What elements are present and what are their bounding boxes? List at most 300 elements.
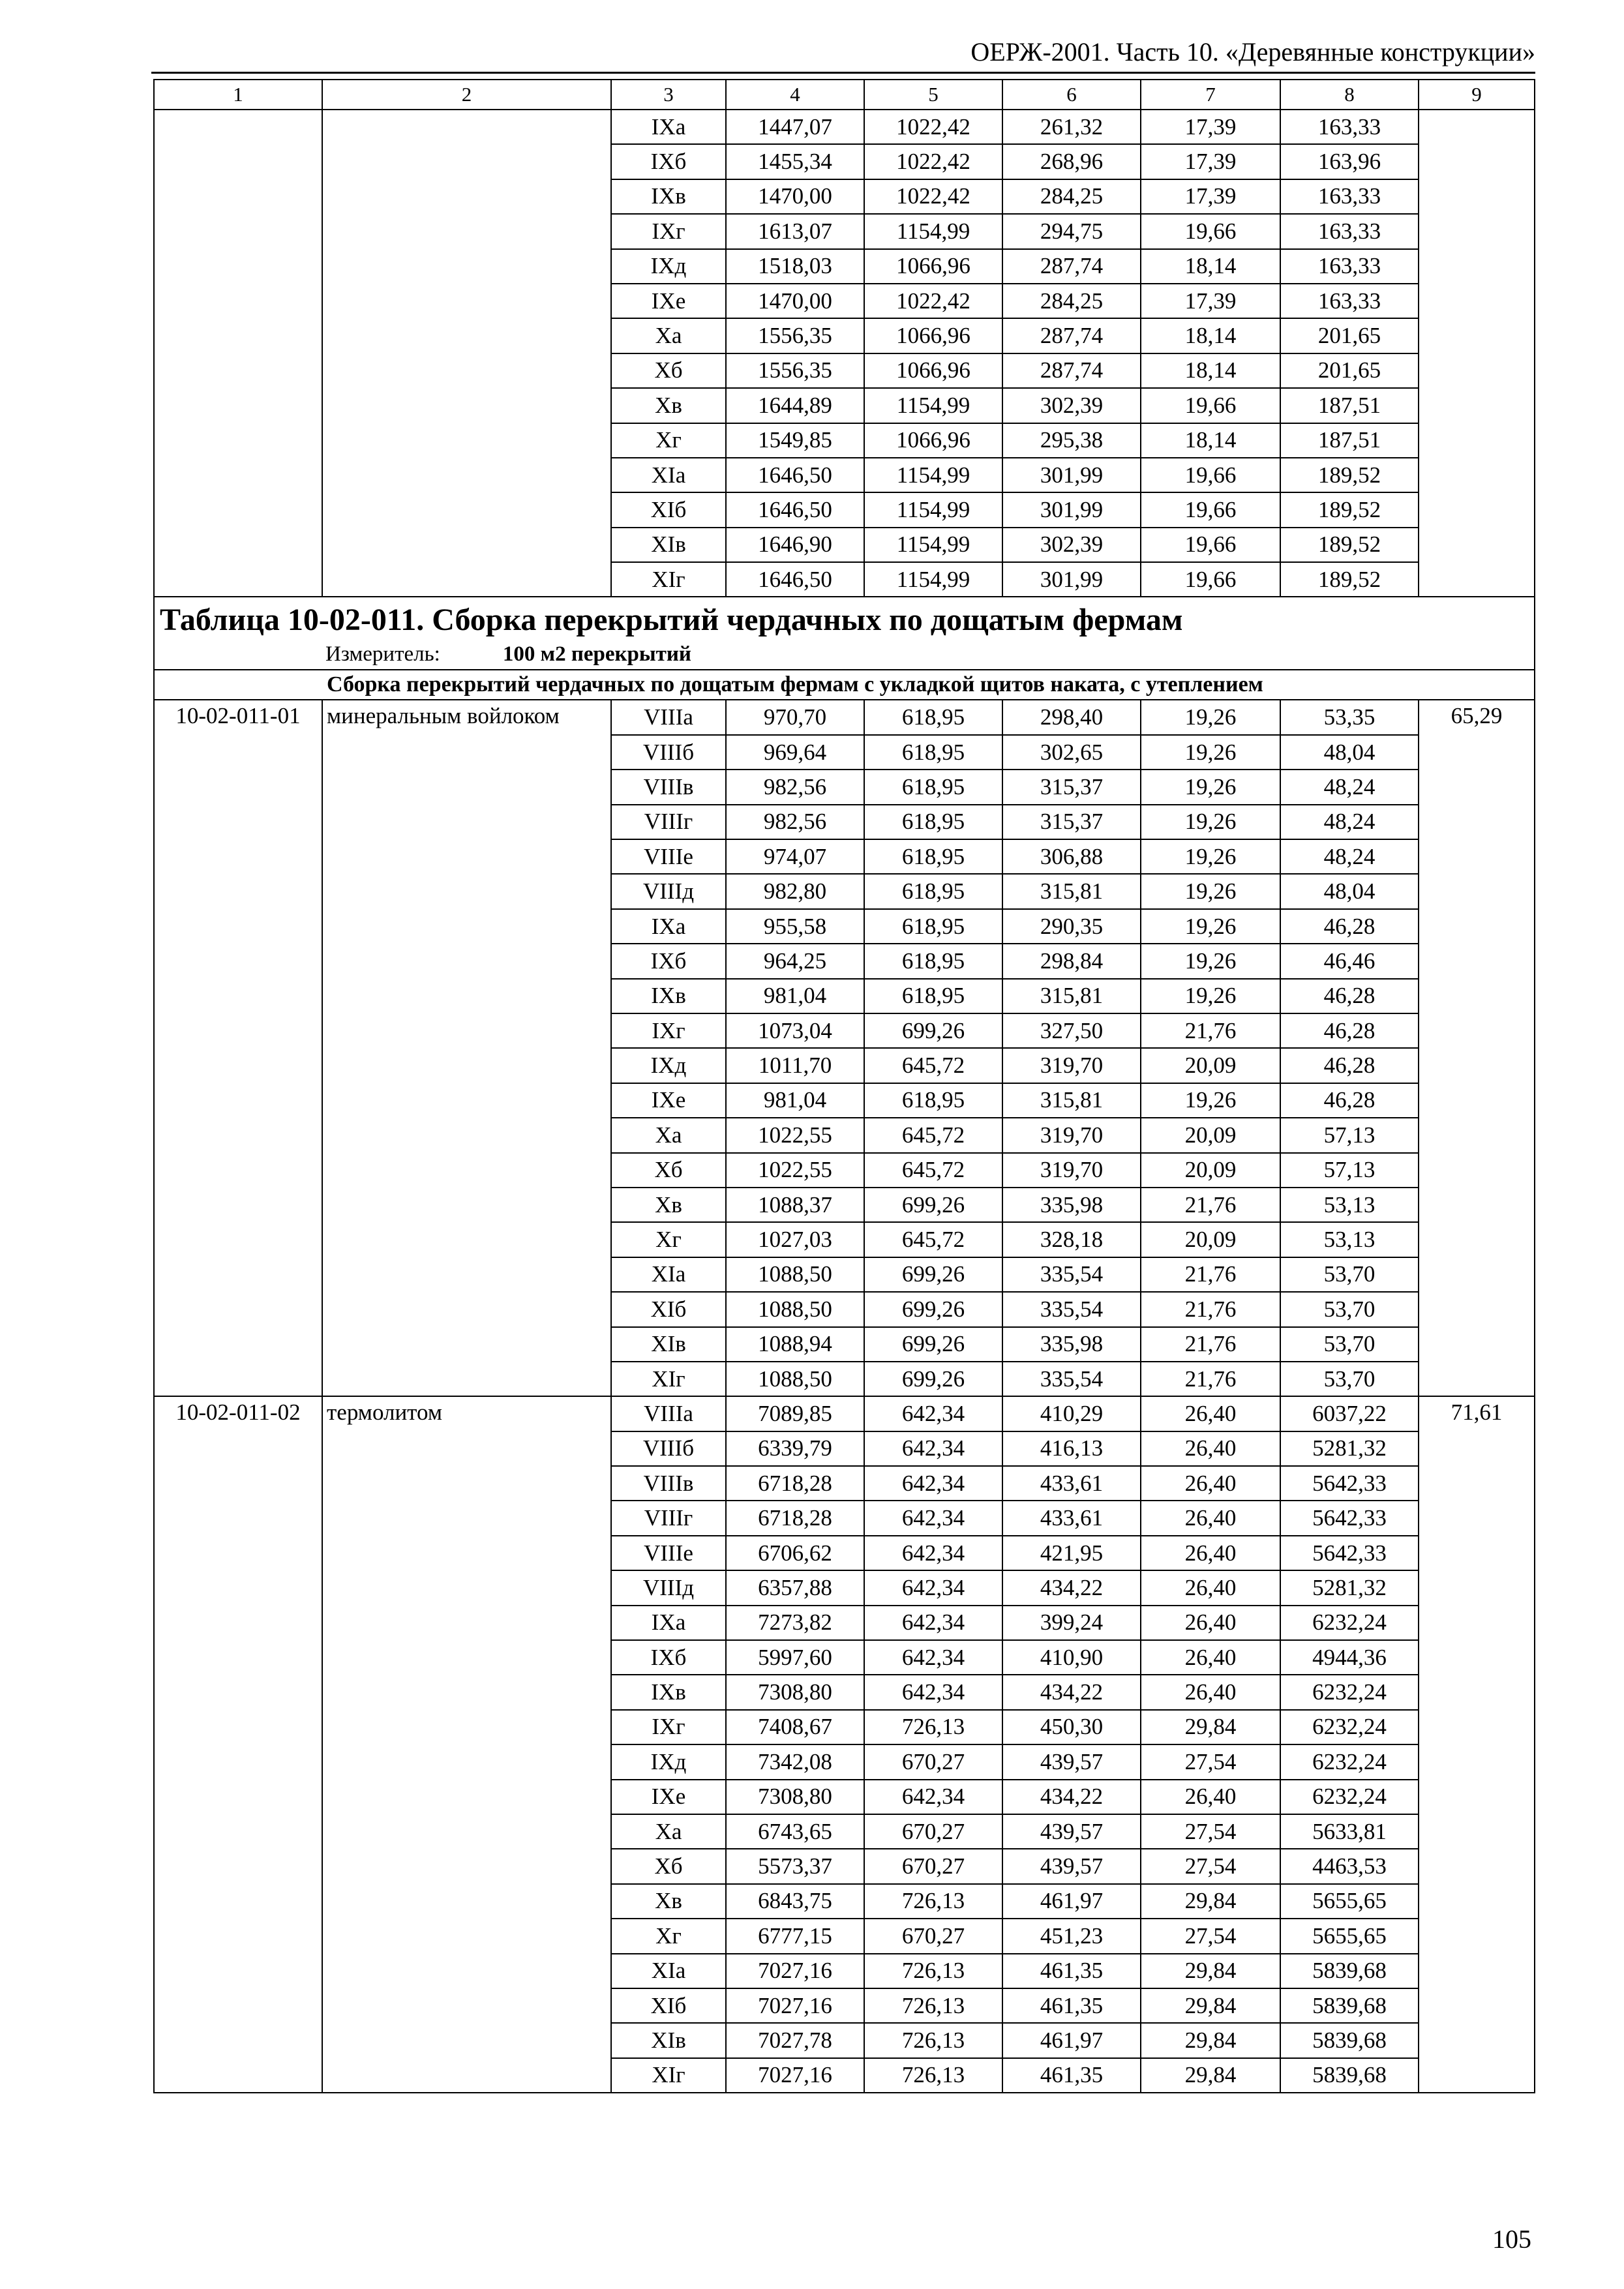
code-cell: 10-02-011-01 [154, 700, 322, 1396]
value-cell: 29,84 [1141, 1710, 1280, 1744]
value-cell: 6232,24 [1280, 1780, 1419, 1814]
value-cell: 6232,24 [1280, 1606, 1419, 1640]
value-cell: 19,26 [1141, 770, 1280, 804]
value-cell: 46,46 [1280, 944, 1419, 978]
value-cell: 461,35 [1002, 1954, 1141, 1988]
value-cell: 26,40 [1141, 1675, 1280, 1709]
type-cell: XIб [611, 492, 726, 527]
value-cell: 4944,36 [1280, 1640, 1419, 1675]
value-cell: 19,26 [1141, 700, 1280, 734]
value-cell: 618,95 [864, 700, 1002, 734]
value-cell: 57,13 [1280, 1118, 1419, 1152]
value-cell: 5281,32 [1280, 1570, 1419, 1605]
value-cell: 19,26 [1141, 944, 1280, 978]
column-number: 2 [322, 80, 611, 110]
value-cell: 48,24 [1280, 805, 1419, 839]
value-cell: 6777,15 [726, 1919, 864, 1953]
value-cell: 19,26 [1141, 735, 1280, 770]
value-cell: 189,52 [1280, 528, 1419, 562]
measure-line [160, 640, 1529, 669]
table-title-row [154, 597, 1535, 670]
value-cell: 1455,34 [726, 144, 864, 179]
column-number: 6 [1002, 80, 1141, 110]
value-cell: 163,33 [1280, 110, 1419, 144]
value-cell: 699,26 [864, 1188, 1002, 1222]
value-cell: 53,70 [1280, 1362, 1419, 1396]
value-cell: 6232,24 [1280, 1710, 1419, 1744]
value-cell: 315,37 [1002, 805, 1141, 839]
value-cell: 189,52 [1280, 458, 1419, 492]
value-cell: 27,54 [1141, 1849, 1280, 1883]
value-cell: 17,39 [1141, 144, 1280, 179]
value-cell: 645,72 [864, 1118, 1002, 1152]
value-cell: 17,39 [1141, 110, 1280, 144]
measure-label: Измеритель: [325, 642, 440, 666]
type-cell: XIг [611, 2058, 726, 2093]
value-cell: 434,22 [1002, 1780, 1141, 1814]
value-cell: 6232,24 [1280, 1744, 1419, 1779]
value-cell: 1154,99 [864, 528, 1002, 562]
type-cell: Xб [611, 1849, 726, 1883]
column-number-row [154, 80, 1535, 110]
col9-cell [1419, 110, 1535, 597]
type-cell: IXа [611, 1606, 726, 1640]
value-cell: 642,34 [864, 1536, 1002, 1570]
value-cell: 163,33 [1280, 179, 1419, 214]
value-cell: 19,66 [1141, 388, 1280, 423]
type-cell: VIIIе [611, 839, 726, 874]
value-cell: 7408,67 [726, 1710, 864, 1744]
value-cell: 48,24 [1280, 770, 1419, 804]
value-cell: 26,40 [1141, 1431, 1280, 1466]
value-cell: 1027,03 [726, 1222, 864, 1257]
value-cell: 48,04 [1280, 874, 1419, 908]
value-cell: 439,57 [1002, 1744, 1141, 1779]
value-cell: 461,35 [1002, 2058, 1141, 2093]
value-cell: 21,76 [1141, 1292, 1280, 1326]
value-cell: 1088,50 [726, 1292, 864, 1326]
value-cell: 315,37 [1002, 770, 1141, 804]
value-cell: 421,95 [1002, 1536, 1141, 1570]
value-cell: 642,34 [864, 1396, 1002, 1431]
value-cell: 974,07 [726, 839, 864, 874]
value-cell: 335,54 [1002, 1257, 1141, 1292]
value-cell: 19,66 [1141, 562, 1280, 597]
value-cell: 327,50 [1002, 1013, 1141, 1048]
value-cell: 1549,85 [726, 423, 864, 458]
value-cell: 21,76 [1141, 1327, 1280, 1362]
value-cell: 319,70 [1002, 1118, 1141, 1152]
value-cell: 1447,07 [726, 110, 864, 144]
value-cell: 970,70 [726, 700, 864, 734]
table-row [154, 1396, 1535, 1431]
column-number: 3 [611, 80, 726, 110]
value-cell: 298,84 [1002, 944, 1141, 978]
type-cell: Xв [611, 1884, 726, 1919]
value-cell: 21,76 [1141, 1013, 1280, 1048]
value-cell: 699,26 [864, 1013, 1002, 1048]
type-cell: Xб [611, 1153, 726, 1188]
value-cell: 301,99 [1002, 562, 1141, 597]
type-cell: IXе [611, 1083, 726, 1118]
type-cell: Xа [611, 1814, 726, 1849]
value-cell: 5633,81 [1280, 1814, 1419, 1849]
value-cell: 163,33 [1280, 249, 1419, 284]
value-cell: 699,26 [864, 1292, 1002, 1326]
value-cell: 284,25 [1002, 284, 1141, 318]
type-cell: Xб [611, 353, 726, 388]
value-cell: 19,66 [1141, 214, 1280, 248]
type-cell: Xг [611, 1919, 726, 1953]
value-cell: 399,24 [1002, 1606, 1141, 1640]
value-cell: 18,14 [1141, 318, 1280, 353]
header-rule [151, 72, 1535, 74]
value-cell: 201,65 [1280, 353, 1419, 388]
value-cell: 1066,96 [864, 318, 1002, 353]
type-cell: VIIIд [611, 1570, 726, 1605]
type-cell: IXб [611, 144, 726, 179]
value-cell: 187,51 [1280, 388, 1419, 423]
value-cell: 1518,03 [726, 249, 864, 284]
value-cell: 1088,50 [726, 1257, 864, 1292]
value-cell: 699,26 [864, 1257, 1002, 1292]
value-cell: 7308,80 [726, 1780, 864, 1814]
value-cell: 294,75 [1002, 214, 1141, 248]
value-cell: 439,57 [1002, 1849, 1141, 1883]
value-cell: 6232,24 [1280, 1675, 1419, 1709]
type-cell: XIг [611, 1362, 726, 1396]
value-cell: 298,40 [1002, 700, 1141, 734]
table-title: Таблица 10-02-011. Сборка перекрытий чердачных по дощатым фермам [160, 603, 1183, 638]
value-cell: 645,72 [864, 1153, 1002, 1188]
value-cell: 7273,82 [726, 1606, 864, 1640]
value-cell: 1066,96 [864, 249, 1002, 284]
value-cell: 433,61 [1002, 1466, 1141, 1501]
value-cell: 21,76 [1141, 1362, 1280, 1396]
value-cell: 261,32 [1002, 110, 1141, 144]
value-cell: 19,66 [1141, 458, 1280, 492]
value-cell: 29,84 [1141, 2058, 1280, 2093]
value-cell: 410,29 [1002, 1396, 1141, 1431]
value-cell: 163,33 [1280, 214, 1419, 248]
value-cell: 7308,80 [726, 1675, 864, 1709]
value-cell: 315,81 [1002, 1083, 1141, 1118]
value-cell: 410,90 [1002, 1640, 1141, 1675]
value-cell: 1646,50 [726, 458, 864, 492]
value-cell: 46,28 [1280, 979, 1419, 1013]
value-cell: 955,58 [726, 909, 864, 944]
value-cell: 19,26 [1141, 909, 1280, 944]
value-cell: 19,66 [1141, 528, 1280, 562]
value-cell: 726,13 [864, 1710, 1002, 1744]
value-cell: 163,33 [1280, 284, 1419, 318]
column-number: 5 [864, 80, 1002, 110]
value-cell: 1613,07 [726, 214, 864, 248]
type-cell: XIв [611, 1327, 726, 1362]
value-cell: 27,54 [1141, 1919, 1280, 1953]
value-cell: 618,95 [864, 805, 1002, 839]
value-cell: 982,56 [726, 770, 864, 804]
value-cell: 29,84 [1141, 1954, 1280, 1988]
value-cell: 290,35 [1002, 909, 1141, 944]
value-cell: 1470,00 [726, 179, 864, 214]
value-cell: 287,74 [1002, 318, 1141, 353]
value-cell: 48,04 [1280, 735, 1419, 770]
value-cell: 964,25 [726, 944, 864, 978]
value-cell: 335,98 [1002, 1188, 1141, 1222]
column-number: 4 [726, 80, 864, 110]
value-cell: 29,84 [1141, 1884, 1280, 1919]
type-cell: VIIIе [611, 1536, 726, 1570]
value-cell: 21,76 [1141, 1188, 1280, 1222]
value-cell: 1088,37 [726, 1188, 864, 1222]
value-cell: 319,70 [1002, 1048, 1141, 1083]
type-cell: VIIIа [611, 700, 726, 734]
value-cell: 642,34 [864, 1606, 1002, 1640]
value-cell: 189,52 [1280, 562, 1419, 597]
value-cell: 7089,85 [726, 1396, 864, 1431]
value-cell: 1644,89 [726, 388, 864, 423]
value-cell: 969,64 [726, 735, 864, 770]
value-cell: 642,34 [864, 1675, 1002, 1709]
value-cell: 26,40 [1141, 1501, 1280, 1535]
value-cell: 1066,96 [864, 353, 1002, 388]
value-cell: 189,52 [1280, 492, 1419, 527]
value-cell: 670,27 [864, 1744, 1002, 1779]
value-cell: 319,70 [1002, 1153, 1141, 1188]
value-cell: 982,56 [726, 805, 864, 839]
value-cell: 19,26 [1141, 839, 1280, 874]
column-number: 1 [154, 80, 322, 110]
value-cell: 17,39 [1141, 284, 1280, 318]
value-cell: 5655,65 [1280, 1919, 1419, 1953]
value-cell: 29,84 [1141, 1988, 1280, 2023]
value-cell: 433,61 [1002, 1501, 1141, 1535]
type-cell: IXа [611, 909, 726, 944]
value-cell: 26,40 [1141, 1536, 1280, 1570]
value-cell: 726,13 [864, 1988, 1002, 2023]
value-cell: 46,28 [1280, 1048, 1419, 1083]
value-cell: 618,95 [864, 944, 1002, 978]
value-cell: 645,72 [864, 1222, 1002, 1257]
type-cell: IXе [611, 1780, 726, 1814]
value-cell: 46,28 [1280, 909, 1419, 944]
type-cell: IXб [611, 944, 726, 978]
value-cell: 461,97 [1002, 2023, 1141, 2057]
value-cell: 645,72 [864, 1048, 1002, 1083]
type-cell: IXв [611, 179, 726, 214]
value-cell: 19,66 [1141, 492, 1280, 527]
type-cell: VIIIг [611, 1501, 726, 1535]
value-cell: 618,95 [864, 979, 1002, 1013]
page-number: 105 [1492, 2224, 1531, 2254]
value-cell: 335,98 [1002, 1327, 1141, 1362]
type-cell: XIа [611, 458, 726, 492]
value-cell: 26,40 [1141, 1570, 1280, 1605]
value-cell: 1646,50 [726, 492, 864, 527]
value-cell: 670,27 [864, 1814, 1002, 1849]
value-cell: 1154,99 [864, 458, 1002, 492]
type-cell: Xв [611, 1188, 726, 1222]
value-cell: 268,96 [1002, 144, 1141, 179]
type-cell: XIб [611, 1988, 726, 2023]
value-cell: 302,39 [1002, 528, 1141, 562]
value-cell: 6706,62 [726, 1536, 864, 1570]
table-title-cell [154, 597, 1535, 670]
value-cell: 642,34 [864, 1431, 1002, 1466]
value-cell: 1154,99 [864, 492, 1002, 527]
value-cell: 618,95 [864, 1083, 1002, 1118]
type-cell: IXг [611, 1710, 726, 1744]
value-cell: 4463,53 [1280, 1849, 1419, 1883]
value-cell: 18,14 [1141, 249, 1280, 284]
value-cell: 19,26 [1141, 1083, 1280, 1118]
value-cell: 1022,42 [864, 284, 1002, 318]
value-cell: 6339,79 [726, 1431, 864, 1466]
type-cell: IXд [611, 1048, 726, 1083]
type-cell: Xг [611, 423, 726, 458]
value-cell: 20,09 [1141, 1153, 1280, 1188]
value-cell: 726,13 [864, 2058, 1002, 2093]
value-cell: 699,26 [864, 1362, 1002, 1396]
value-cell: 17,39 [1141, 179, 1280, 214]
col9-cell: 65,29 [1419, 700, 1535, 1396]
type-cell: XIв [611, 2023, 726, 2057]
value-cell: 434,22 [1002, 1570, 1141, 1605]
value-cell: 315,81 [1002, 874, 1141, 908]
description-cell: минеральным войлоком [322, 700, 611, 1396]
value-cell: 642,34 [864, 1570, 1002, 1605]
value-cell: 21,76 [1141, 1257, 1280, 1292]
value-cell: 1088,50 [726, 1362, 864, 1396]
value-cell: 451,23 [1002, 1919, 1141, 1953]
value-cell: 416,13 [1002, 1431, 1141, 1466]
value-cell: 29,84 [1141, 2023, 1280, 2057]
type-cell: Xв [611, 388, 726, 423]
type-cell: VIIIа [611, 1396, 726, 1431]
value-cell: 335,54 [1002, 1292, 1141, 1326]
value-cell: 302,39 [1002, 388, 1141, 423]
value-cell: 699,26 [864, 1327, 1002, 1362]
value-cell: 5655,65 [1280, 1884, 1419, 1919]
value-cell: 670,27 [864, 1849, 1002, 1883]
value-cell: 618,95 [864, 874, 1002, 908]
value-cell: 726,13 [864, 1954, 1002, 1988]
running-header: ОЕРЖ-2001. Часть 10. «Деревянные конструкции» [970, 37, 1535, 67]
value-cell: 6357,88 [726, 1570, 864, 1605]
value-cell: 46,28 [1280, 1013, 1419, 1048]
value-cell: 187,51 [1280, 423, 1419, 458]
type-cell: IXд [611, 1744, 726, 1779]
type-cell: IXв [611, 979, 726, 1013]
type-cell: Xа [611, 1118, 726, 1152]
value-cell: 7342,08 [726, 1744, 864, 1779]
value-cell: 5281,32 [1280, 1431, 1419, 1466]
col9-cell: 71,61 [1419, 1396, 1535, 2093]
value-cell: 7027,16 [726, 1988, 864, 2023]
value-cell: 306,88 [1002, 839, 1141, 874]
value-cell: 5642,33 [1280, 1501, 1419, 1535]
value-cell: 1066,96 [864, 423, 1002, 458]
type-cell: IXе [611, 284, 726, 318]
value-cell: 26,40 [1141, 1466, 1280, 1501]
value-cell: 201,65 [1280, 318, 1419, 353]
type-cell: XIа [611, 1257, 726, 1292]
value-cell: 981,04 [726, 979, 864, 1013]
table-row [154, 700, 1535, 734]
type-cell: Xг [611, 1222, 726, 1257]
value-cell: 5839,68 [1280, 2058, 1419, 2093]
value-cell: 642,34 [864, 1466, 1002, 1501]
table-row [154, 110, 1535, 144]
value-cell: 1646,90 [726, 528, 864, 562]
value-cell: 981,04 [726, 1083, 864, 1118]
value-cell: 1556,35 [726, 353, 864, 388]
type-cell: VIIIв [611, 1466, 726, 1501]
value-cell: 1470,00 [726, 284, 864, 318]
column-number: 7 [1141, 80, 1280, 110]
value-cell: 53,70 [1280, 1292, 1419, 1326]
value-cell: 302,65 [1002, 735, 1141, 770]
rates-table [153, 79, 1535, 2093]
value-cell: 5573,37 [726, 1849, 864, 1883]
value-cell: 27,54 [1141, 1744, 1280, 1779]
type-cell: VIIIб [611, 1431, 726, 1466]
value-cell: 450,30 [1002, 1710, 1141, 1744]
value-cell: 6037,22 [1280, 1396, 1419, 1431]
value-cell: 1022,42 [864, 144, 1002, 179]
value-cell: 1022,42 [864, 179, 1002, 214]
measure-value: 100 м2 перекрытий [502, 642, 691, 666]
type-cell: Xа [611, 318, 726, 353]
value-cell: 1073,04 [726, 1013, 864, 1048]
value-cell: 434,22 [1002, 1675, 1141, 1709]
value-cell: 26,40 [1141, 1396, 1280, 1431]
value-cell: 439,57 [1002, 1814, 1141, 1849]
value-cell: 301,99 [1002, 492, 1141, 527]
value-cell: 618,95 [864, 770, 1002, 804]
value-cell: 618,95 [864, 735, 1002, 770]
type-cell: IXв [611, 1675, 726, 1709]
type-cell: IXг [611, 214, 726, 248]
value-cell: 5642,33 [1280, 1466, 1419, 1501]
type-cell: VIIIб [611, 735, 726, 770]
value-cell: 18,14 [1141, 353, 1280, 388]
value-cell: 26,40 [1141, 1606, 1280, 1640]
value-cell: 163,96 [1280, 144, 1419, 179]
type-cell: XIв [611, 528, 726, 562]
value-cell: 26,40 [1141, 1780, 1280, 1814]
value-cell: 19,26 [1141, 979, 1280, 1013]
value-cell: 27,54 [1141, 1814, 1280, 1849]
value-cell: 19,26 [1141, 874, 1280, 908]
subheading: Сборка перекрытий чердачных по дощатым фермам с укладкой щитов наката, с утеплением [154, 670, 1535, 700]
value-cell: 6743,65 [726, 1814, 864, 1849]
value-cell: 53,35 [1280, 700, 1419, 734]
value-cell: 642,34 [864, 1780, 1002, 1814]
type-cell: IXа [611, 110, 726, 144]
type-cell: IXг [611, 1013, 726, 1048]
value-cell: 670,27 [864, 1919, 1002, 1953]
value-cell: 7027,78 [726, 2023, 864, 2057]
value-cell: 7027,16 [726, 2058, 864, 2093]
value-cell: 1088,94 [726, 1327, 864, 1362]
type-cell: VIIIд [611, 874, 726, 908]
value-cell: 5839,68 [1280, 1954, 1419, 1988]
value-cell: 642,34 [864, 1640, 1002, 1675]
value-cell: 335,54 [1002, 1362, 1141, 1396]
value-cell: 53,70 [1280, 1327, 1419, 1362]
